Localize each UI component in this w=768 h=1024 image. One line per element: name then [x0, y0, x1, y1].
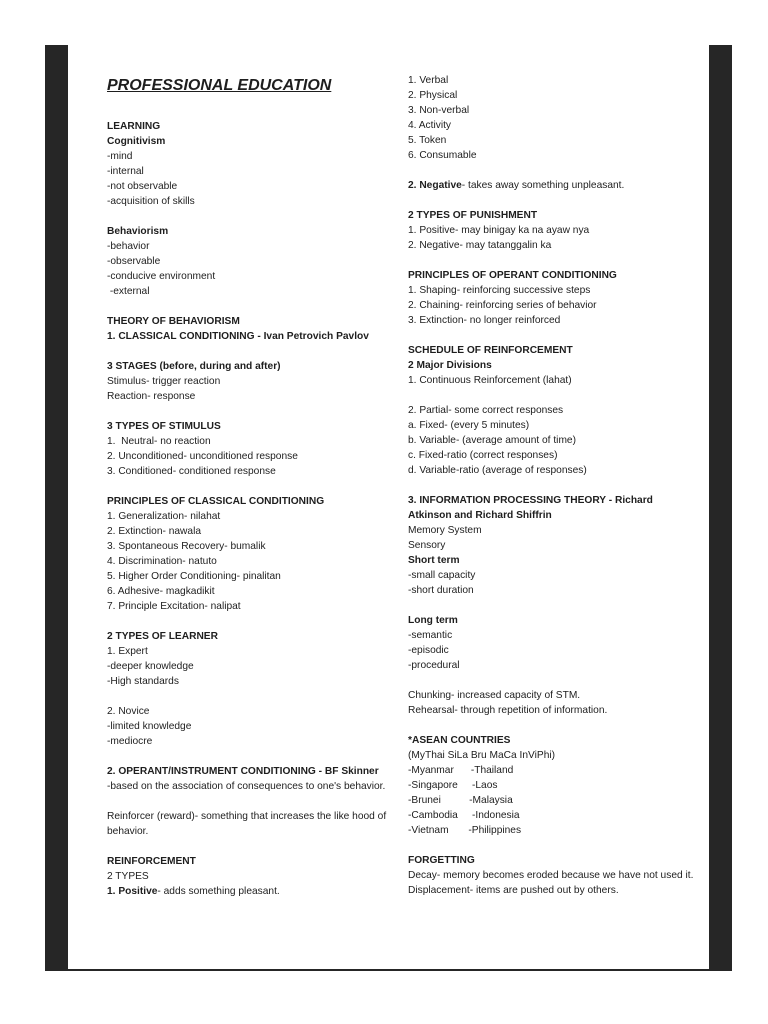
line-text: - adds something pleasant.	[157, 886, 280, 897]
text-line: -Myanmar -Thailand	[408, 765, 514, 776]
text-line: 1. Generalization- nilahat	[107, 511, 221, 522]
text-line: -based on the association of consequences to one's behavior.	[107, 781, 386, 792]
line-emphasis: 1. Positive	[107, 886, 158, 897]
text-line: 2. Negative- may tatanggalin ka	[408, 240, 552, 251]
text-line: -Vietnam -Philippines	[408, 825, 522, 836]
text-line: Displacement- items are pushed out by others.	[408, 885, 619, 896]
text-line: 4. Discrimination- natuto	[107, 556, 217, 567]
text-line: 2 TYPES	[107, 871, 149, 882]
text-line: -conducive environment	[107, 271, 216, 282]
text-line: d. Variable-ratio (average of responses)	[408, 465, 587, 476]
text-line: 2. Novice	[107, 706, 150, 717]
text-line: 2. Extinction- nawala	[107, 526, 202, 537]
right-column-lines	[408, 73, 698, 898]
text-line: 7. Principle Excitation- nalipat	[107, 601, 241, 612]
text-line: -acquisition of skills	[107, 196, 195, 207]
text-line: 6. Adhesive- magkadikit	[107, 586, 215, 597]
text-line: 1. CLASSICAL CONDITIONING - Ivan Petrovich Pavlov	[107, 331, 369, 342]
text-line: 6. Consumable	[408, 150, 477, 161]
text-line: FORGETTING	[408, 855, 475, 866]
text-line: 1. Neutral- no reaction	[107, 436, 211, 447]
text-line: 5. Token	[408, 135, 447, 146]
text-line: *ASEAN COUNTRIES	[408, 735, 511, 746]
text-line: Chunking- increased capacity of STM.	[408, 690, 581, 701]
text-line: 2 Major Divisions	[408, 360, 492, 371]
text-line: 3. Spontaneous Recovery- bumalik	[107, 541, 266, 552]
line-emphasis: 2. Negative	[408, 180, 462, 191]
text-line: 3 TYPES OF STIMULUS	[107, 421, 221, 432]
text-line: THEORY OF BEHAVIORISM	[107, 316, 240, 327]
text-line: 1. Verbal	[408, 75, 449, 86]
text-line: 1. Continuous Reinforcement (lahat)	[408, 375, 572, 386]
text-line: Stimulus- trigger reaction	[107, 376, 221, 387]
text-line: 3. Extinction- no longer reinforced	[408, 315, 561, 326]
text-line: 3. Conditioned- conditioned response	[107, 466, 276, 477]
text-line: 3 STAGES (before, during and after)	[107, 361, 281, 372]
text-line: -limited knowledge	[107, 721, 192, 732]
text-line: -mind	[107, 151, 133, 162]
text-line: -short duration	[408, 585, 474, 596]
text-line: -observable	[107, 256, 161, 267]
text-line: -deeper knowledge	[107, 661, 194, 672]
text-line: 1. Expert	[107, 646, 148, 657]
text-line: -procedural	[408, 660, 460, 671]
text-line: c. Fixed-ratio (correct responses)	[408, 450, 558, 461]
text-line: 2. Partial- some correct responses	[408, 405, 564, 416]
text-line: (MyThai SiLa Bru MaCa InViPhi)	[408, 750, 556, 761]
text-line: -internal	[107, 166, 144, 177]
document-title: PROFESSIONAL EDUCATION	[107, 77, 332, 94]
text-line: 1. Shaping- reinforcing successive steps	[408, 285, 591, 296]
text-line: Memory System	[408, 525, 482, 536]
text-line: 1. Positive- may binigay ka na ayaw nya	[408, 225, 590, 236]
text-line: Long term	[408, 615, 458, 626]
text-line: REINFORCEMENT	[107, 856, 196, 867]
text-line: Decay- memory becomes eroded because we have not used it.	[408, 870, 694, 881]
text-line: 2. Unconditioned- unconditioned response	[107, 451, 298, 462]
text-line: Short term	[408, 555, 460, 566]
text-line: LEARNING	[107, 121, 161, 132]
text-line	[107, 884, 392, 899]
text-line: -Brunei -Malaysia	[408, 795, 513, 806]
text-line: Cognitivism	[107, 136, 166, 147]
text-line: 5. Higher Order Conditioning- pinalitan	[107, 571, 281, 582]
line-text: - takes away something unpleasant.	[461, 180, 625, 191]
text-line: -Cambodia -Indonesia	[408, 810, 520, 821]
text-line: Reinforcer (reward)- something that increases the like hood of behavior.	[107, 811, 390, 837]
text-line: 2. OPERANT/INSTRUMENT CONDITIONING - BF Skinner	[107, 766, 379, 777]
document-page	[68, 45, 709, 969]
text-line: 2 TYPES OF LEARNER	[107, 631, 218, 642]
text-line: -not observable	[107, 181, 178, 192]
text-line: -High standards	[107, 676, 179, 687]
text-line: 3. Non-verbal	[408, 105, 470, 116]
left-column	[107, 45, 392, 899]
text-line: Reaction- response	[107, 391, 196, 402]
text-line: Sensory	[408, 540, 446, 551]
right-column	[408, 45, 698, 898]
text-line: Rehearsal- through repetition of information.	[408, 705, 608, 716]
text-line: -mediocre	[107, 736, 153, 747]
text-line	[408, 178, 698, 193]
text-line: -Singapore -Laos	[408, 780, 498, 791]
text-line: SCHEDULE OF REINFORCEMENT	[408, 345, 573, 356]
text-line: Behaviorism	[107, 226, 169, 237]
text-line: PRINCIPLES OF OPERANT CONDITIONING	[408, 270, 617, 281]
text-line: -small capacity	[408, 570, 476, 581]
text-line: a. Fixed- (every 5 minutes)	[408, 420, 530, 431]
text-line: 4. Activity	[408, 120, 452, 131]
text-line: 2 TYPES OF PUNISHMENT	[408, 210, 538, 221]
text-line: 3. INFORMATION PROCESSING THEORY - Richard Atkinson and Richard Shiffrin	[408, 495, 656, 521]
text-line: -semantic	[408, 630, 453, 641]
text-line: -episodic	[408, 645, 449, 656]
text-line: -external	[107, 286, 150, 297]
text-line: PRINCIPLES OF CLASSICAL CONDITIONING	[107, 496, 325, 507]
text-line: -behavior	[107, 241, 150, 252]
left-column-lines	[107, 119, 392, 899]
text-line: 2. Chaining- reinforcing series of behavior	[408, 300, 597, 311]
text-line: 2. Physical	[408, 90, 458, 101]
text-line: b. Variable- (average amount of time)	[408, 435, 576, 446]
